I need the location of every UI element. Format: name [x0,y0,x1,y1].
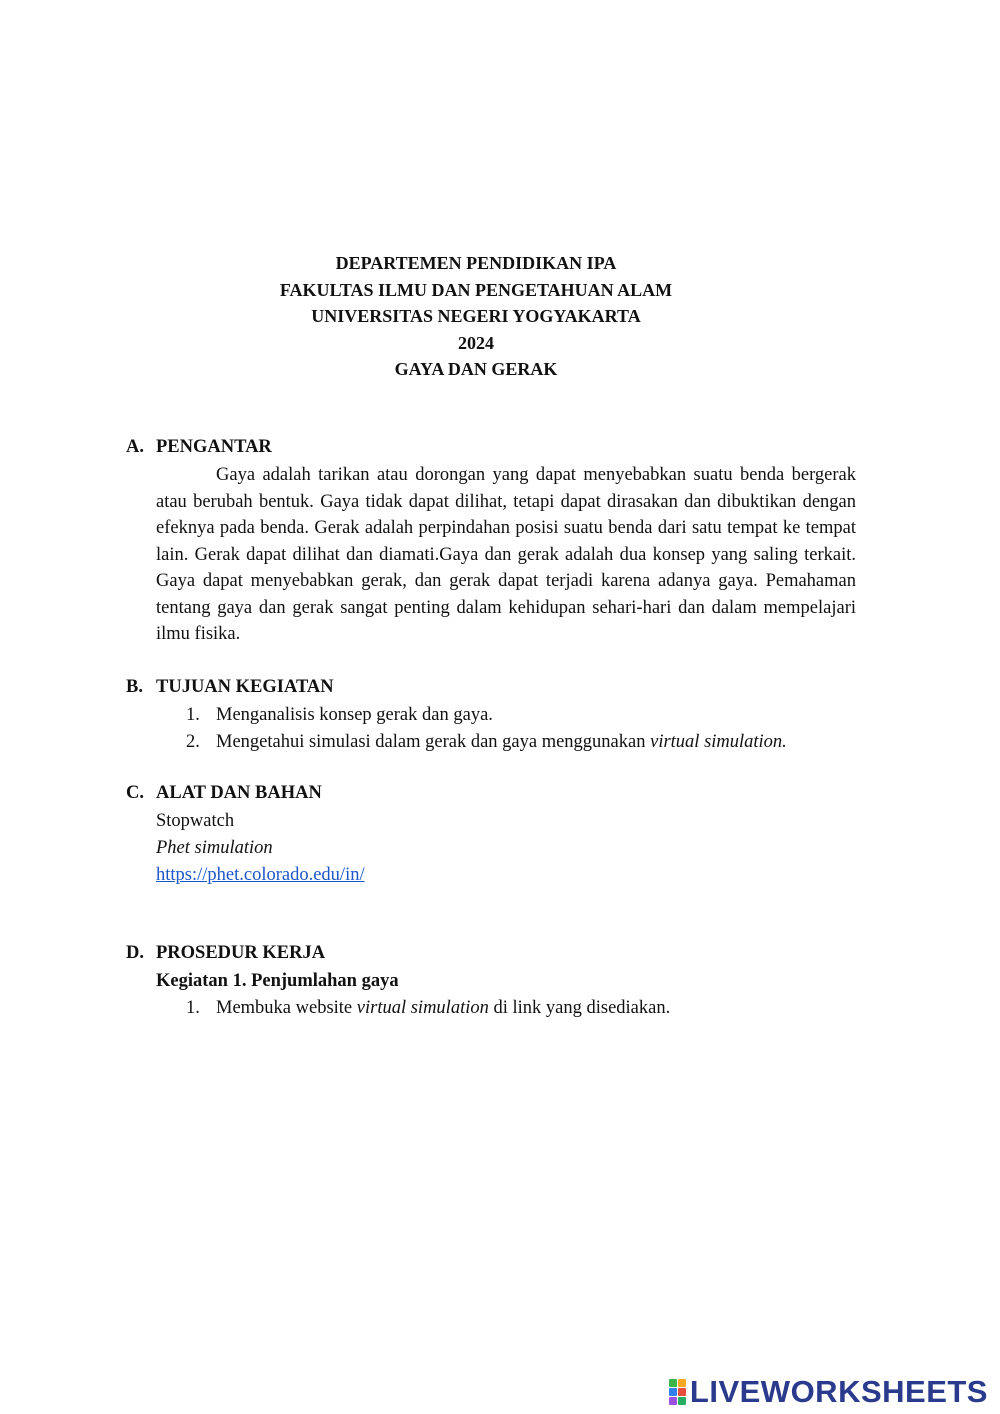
procedure-step [186,995,670,1022]
section-b-title: TUJUAN KEGIATAN [156,677,334,697]
objective-number: 1. [186,705,200,725]
objective-italic: virtual simulation. [650,732,787,752]
section-c-title: ALAT DAN BAHAN [156,783,322,803]
section-d-title: PROSEDUR KERJA [156,943,326,963]
objective-item [186,729,787,756]
step-text-italic: virtual simulation [356,998,489,1018]
step-text-post: di link yang disediakan. [488,998,671,1018]
mark-block [678,1379,686,1387]
objective-text: Menganalisis konsep gerak dan gaya. [216,705,493,725]
section-b-heading [126,677,334,698]
logo-text: LIVEWORKSHEETS [689,1374,988,1409]
step-text-pre: Membuka website [216,998,357,1018]
mark-block [678,1388,686,1396]
header-department: DEPARTEMEN PENDIDIKAN IPA [335,253,617,273]
mark-block [669,1379,677,1387]
header-year: 2024 [458,332,494,353]
phet-link[interactable]: https://phet.colorado.edu/in/ [156,865,365,885]
step-number: 1. [186,998,200,1018]
objective-number: 2. [186,732,200,752]
liveworksheets-logo[interactable] [669,1374,988,1410]
section-a-heading [126,437,272,458]
mark-block [669,1397,677,1405]
header-university: UNIVERSITAS NEGERI YOGYAKARTA [311,306,641,326]
section-b-letter: B. [126,677,143,697]
document-title: GAYA DAN GERAK [394,359,558,379]
objective-text: Mengetahui simulasi dalam gerak dan gaya menggunakan [216,732,651,752]
section-c-heading [126,783,322,804]
mark-block [678,1397,686,1405]
objective-item [186,702,493,729]
document-header [0,250,952,383]
header-faculty: FAKULTAS ILMU DAN PENGETAHUAN ALAM [279,279,673,300]
activity-title: Kegiatan 1. Penjumlahan gaya [156,971,399,991]
section-c-letter: C. [126,783,144,803]
section-a-title: PENGANTAR [156,437,272,457]
mark-block [669,1388,677,1396]
section-d-heading [126,943,325,964]
section-a-letter: A. [126,437,144,457]
material-phet: Phet simulation [156,838,273,858]
section-d-letter: D. [126,943,144,963]
liveworksheets-mark-icon [669,1379,686,1405]
material-stopwatch: Stopwatch [156,811,235,831]
section-a-paragraph: Gaya adalah tarikan atau dorongan yang dapat menyebabkan suatu benda bergerak atau berubah bentuk. Gaya tidak dapat dilihat, tetapi dapat dirasakan dan dibuktikan dengan efeknya pada benda. Gerak adalah perpindahan posisi suatu benda dari satu tempat ke tempat lain. Gerak dapat dilihat dan diamati.Gaya dan gerak adalah dua konsep yang saling terkait. Gaya dapat menyebabkan gerak, dan gerak dapat terjadi karena adanya gaya. Pemahaman tentang gaya dan gerak sangat penting dalam kehidupan sehari-hari dan dalam mempelajari ilmu fisika. [156,465,856,644]
